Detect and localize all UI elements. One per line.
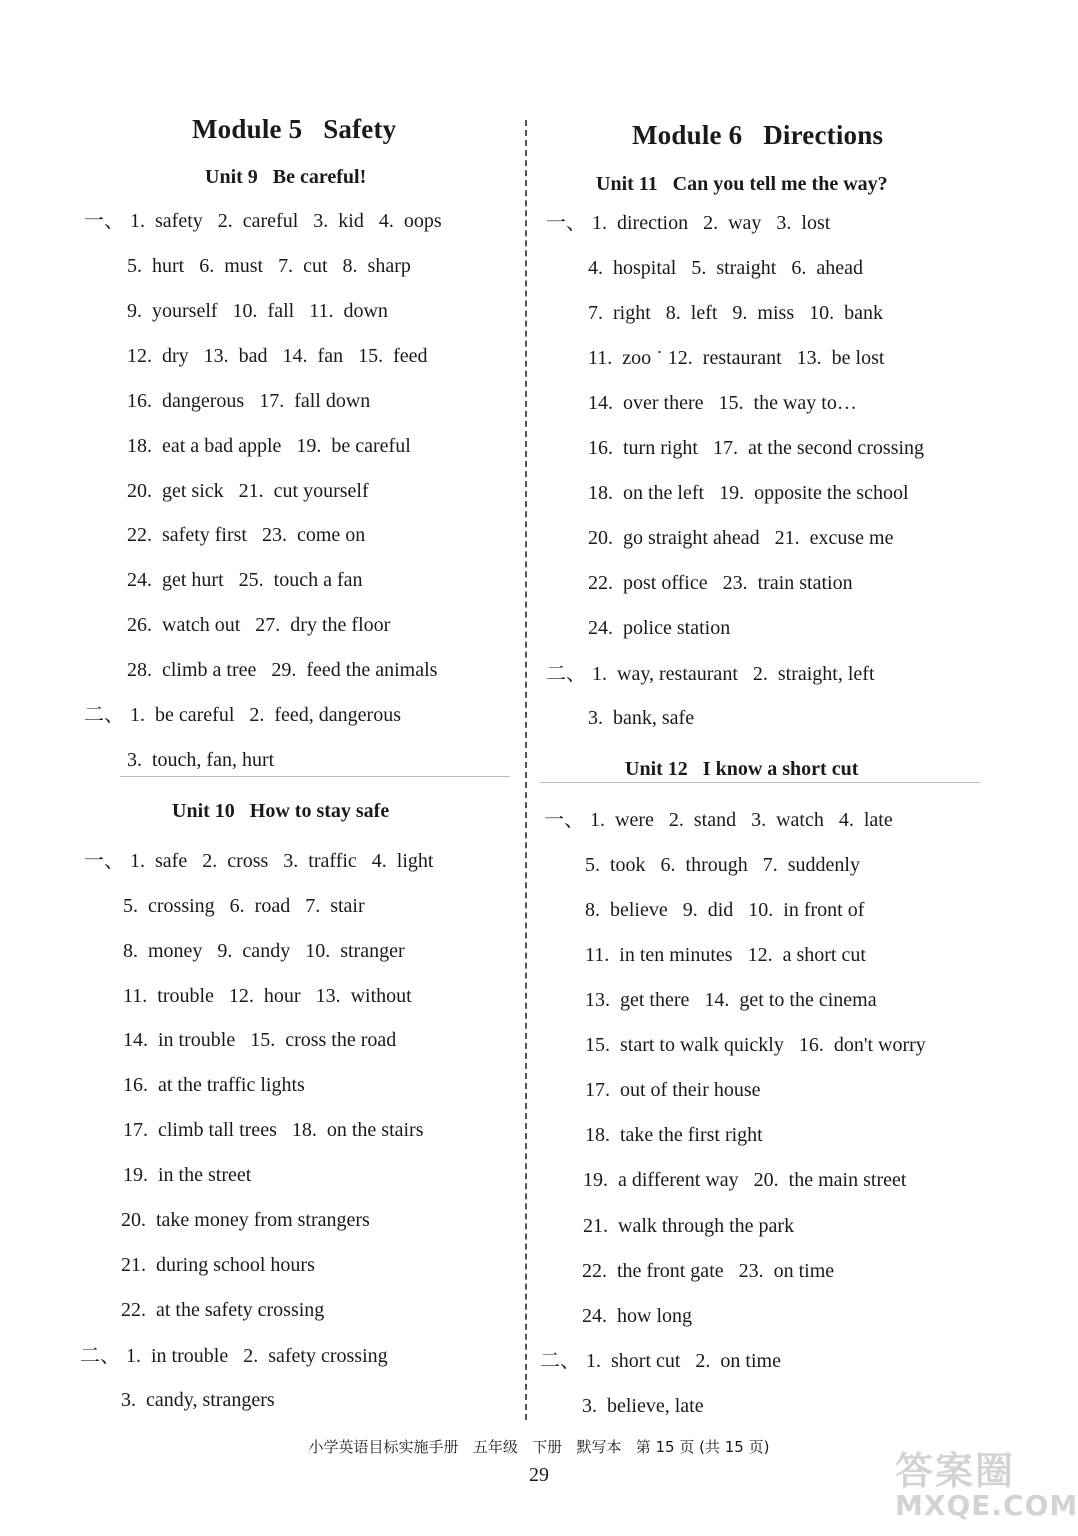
unit10-line-11: 22. at the safety crossing: [121, 1299, 325, 1321]
unit10-line-1: 一、 1. safe 2. cross 3. traffic 4. light: [84, 850, 434, 872]
unit9-line-2: 5. hurt 6. must 7. cut 8. sharp: [127, 255, 411, 277]
watermark-bottom: MXQE.COM: [895, 1489, 1078, 1522]
unit11-line-2: 4. hospital 5. straight 6. ahead: [588, 257, 863, 279]
unit10-line-3: 8. money 9. candy 10. stranger: [123, 940, 405, 962]
section-mark-two: 二、: [546, 663, 586, 685]
watermark-logo: [895, 1440, 1078, 1530]
unit9-line-4: 12. dry 13. bad 14. fan 15. feed: [127, 345, 428, 367]
unit9-line-7: 20. get sick 21. cut yourself: [127, 480, 369, 502]
unit-separator: [540, 782, 980, 783]
unit12-line-14: 3. believe, late: [582, 1395, 704, 1417]
section-mark-one: 一、: [84, 210, 124, 232]
unit11-line-9: 22. post office 23. train station: [588, 572, 853, 594]
unit9-line-13: 3. touch, fan, hurt: [127, 749, 275, 771]
unit12-line-12: 24. how long: [582, 1305, 692, 1327]
unit9-line-8: 22. safety first 23. come on: [127, 524, 366, 546]
module-5-title: Module 5 Safety: [192, 114, 397, 144]
footer-text: 小学英语目标实施手册 五年级 下册 默写本 第 15 页 (共 15 页): [308, 1438, 770, 1456]
section-mark-two: 二、: [540, 1350, 580, 1372]
unit12-line-5: 13. get there 14. get to the cinema: [585, 989, 877, 1011]
unit10-line-13: 3. candy, strangers: [121, 1389, 275, 1411]
unit-10-title: Unit 10 How to stay safe: [172, 800, 390, 822]
watermark-top: 答案圈: [895, 1449, 1016, 1493]
unit10-line-9: 20. take money from strangers: [121, 1209, 370, 1231]
unit11-line-7: 18. on the left 19. opposite the school: [588, 482, 909, 504]
unit11-line-4: 11. zoo ˙ 12. restaurant 13. be lost: [588, 347, 885, 369]
unit9-line-9: 24. get hurt 25. touch a fan: [127, 569, 363, 591]
unit12-line-10: 21. walk through the park: [583, 1215, 795, 1237]
unit-11-title: Unit 11 Can you tell me the way?: [596, 173, 888, 195]
unit9-line-5: 16. dangerous 17. fall down: [127, 390, 371, 412]
unit-12-title: Unit 12 I know a short cut: [625, 758, 859, 780]
unit10-line-12: 二、 1. in trouble 2. safety crossing: [80, 1345, 388, 1367]
unit9-line-6: 18. eat a bad apple 19. be careful: [127, 435, 411, 457]
unit12-line-13: 二、 1. short cut 2. on time: [540, 1350, 781, 1372]
unit12-line-3: 8. believe 9. did 10. in front of: [585, 899, 865, 921]
unit12-line-2: 5. took 6. through 7. suddenly: [585, 854, 860, 876]
unit12-line-7: 17. out of their house: [585, 1079, 761, 1101]
unit-9-title: Unit 9 Be careful!: [205, 166, 367, 188]
unit11-line-8: 20. go straight ahead 21. excuse me: [588, 527, 894, 549]
unit10-line-6: 16. at the traffic lights: [123, 1074, 305, 1096]
unit11-line-11: 二、 1. way, restaurant 2. straight, left: [546, 663, 875, 685]
section-mark-one: 一、: [84, 850, 124, 872]
unit9-line-11: 28. climb a tree 29. feed the animals: [127, 659, 438, 681]
unit10-line-8: 19. in the street: [123, 1164, 252, 1186]
section-mark-two: 二、: [80, 1345, 120, 1367]
unit12-line-9: 19. a different way 20. the main street: [583, 1169, 907, 1191]
unit11-line-3: 7. right 8. left 9. miss 10. bank: [588, 302, 883, 324]
unit11-line-12: 3. bank, safe: [588, 707, 695, 729]
unit11-line-6: 16. turn right 17. at the second crossing: [588, 437, 925, 459]
unit10-line-7: 17. climb tall trees 18. on the stairs: [123, 1119, 424, 1141]
unit-separator: [120, 776, 510, 777]
unit12-line-6: 15. start to walk quickly 16. don't worry: [585, 1034, 926, 1056]
module-6-title: Module 6 Directions: [632, 120, 884, 150]
unit10-line-2: 5. crossing 6. road 7. stair: [123, 895, 365, 917]
unit11-line-1: 一、 1. direction 2. way 3. lost: [546, 212, 831, 234]
unit9-line-10: 26. watch out 27. dry the floor: [127, 614, 391, 636]
section-mark-one: 一、: [544, 809, 584, 831]
unit12-line-11: 22. the front gate 23. on time: [582, 1260, 835, 1282]
unit12-line-1: 一、 1. were 2. stand 3. watch 4. late: [544, 809, 893, 831]
section-mark-one: 一、: [546, 212, 586, 234]
page-number: 29: [529, 1464, 549, 1486]
unit12-line-8: 18. take the first right: [585, 1124, 763, 1146]
unit10-line-4: 11. trouble 12. hour 13. without: [123, 985, 412, 1007]
unit9-line-1: 一、 1. safety 2. careful 3. kid 4. oops: [84, 210, 442, 232]
unit9-line-3: 9. yourself 10. fall 11. down: [127, 300, 388, 322]
unit10-line-5: 14. in trouble 15. cross the road: [123, 1029, 397, 1051]
unit12-line-4: 11. in ten minutes 12. a short cut: [585, 944, 866, 966]
unit11-line-10: 24. police station: [588, 617, 731, 639]
column-divider: [525, 120, 527, 1420]
unit9-line-12: 二、 1. be careful 2. feed, dangerous: [84, 704, 401, 726]
unit11-line-5: 14. over there 15. the way to…: [588, 392, 857, 414]
unit10-line-10: 21. during school hours: [121, 1254, 315, 1276]
section-mark-two: 二、: [84, 704, 124, 726]
